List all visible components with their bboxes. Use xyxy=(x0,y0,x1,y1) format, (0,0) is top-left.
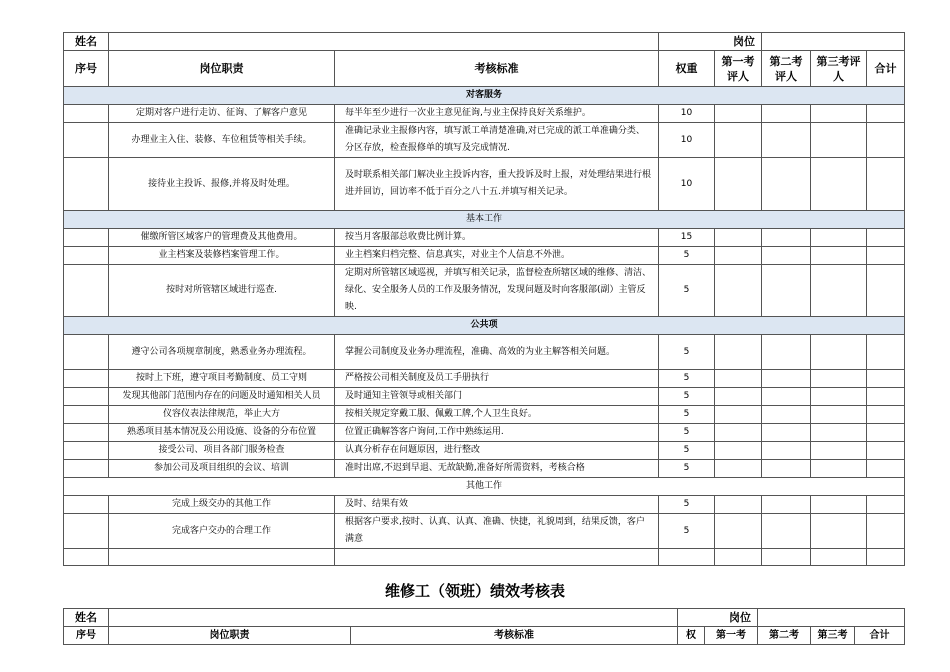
table-row xyxy=(64,123,905,158)
eval2-score-cell[interactable] xyxy=(762,229,811,247)
eval1-score-cell[interactable] xyxy=(715,229,762,247)
eval1-score-cell[interactable] xyxy=(715,424,762,442)
name-label: 姓名 xyxy=(64,33,109,51)
eval2-score-cell[interactable] xyxy=(762,442,811,460)
col-eval2-header: 第二考评人 xyxy=(762,51,811,87)
eval2-score-cell[interactable] xyxy=(762,265,811,317)
section-title: 对客服务 xyxy=(64,87,905,105)
second-name-row xyxy=(64,609,905,627)
weight-cell: 15 xyxy=(659,229,715,247)
section-title: 基本工作 xyxy=(64,211,905,229)
duty-cell: 催缴所管区域客户的管理费及其他费用。 xyxy=(109,229,335,247)
table-row xyxy=(64,442,905,460)
row-no-cell xyxy=(64,158,109,211)
total-score-cell[interactable] xyxy=(867,424,905,442)
weight-cell: 10 xyxy=(659,158,715,211)
section-row xyxy=(64,478,905,496)
weight-cell: 10 xyxy=(659,105,715,123)
weight-cell: 10 xyxy=(659,123,715,158)
row-no-cell xyxy=(64,229,109,247)
eval1-score-cell[interactable] xyxy=(715,496,762,514)
total-score-cell[interactable] xyxy=(867,514,905,549)
eval2-score-cell[interactable] xyxy=(762,460,811,478)
col-weight-header: 权重 xyxy=(659,51,715,87)
eval2-score-cell[interactable] xyxy=(762,514,811,549)
section-title: 其他工作 xyxy=(64,478,905,496)
standard-cell: 准时出席,不迟到早退、无故缺勤,准备好所需资料，考核合格 xyxy=(335,460,659,478)
second-col-duty-header: 岗位职责 xyxy=(109,627,351,645)
col-total-header: 合计 xyxy=(867,51,905,87)
eval3-score-cell[interactable] xyxy=(811,424,867,442)
second-position-label: 岗位 xyxy=(678,609,758,627)
standard-cell: 认真分析存在问题原因，进行整改 xyxy=(335,442,659,460)
assessment-table xyxy=(63,32,905,566)
row-no-cell xyxy=(64,388,109,406)
row-no-cell xyxy=(64,335,109,370)
weight-cell: 5 xyxy=(659,424,715,442)
eval3-score-cell[interactable] xyxy=(811,496,867,514)
total-score-cell[interactable] xyxy=(867,442,905,460)
row-no-cell xyxy=(64,123,109,158)
eval1-score-cell[interactable] xyxy=(715,442,762,460)
eval2-score-cell[interactable] xyxy=(762,335,811,370)
standard-cell: 及时联系相关部门解决业主投诉内容，重大投诉及时上报，对处理结果进行根进并回访，回访率不低于百分之八十五.并填写相关记录。 xyxy=(335,158,659,211)
weight-cell: 5 xyxy=(659,442,715,460)
row-no-cell xyxy=(64,370,109,388)
blank-cell xyxy=(64,549,109,566)
total-score-cell[interactable] xyxy=(867,247,905,265)
row-no-cell xyxy=(64,247,109,265)
standard-cell: 根据客户要求,按时、认真、认真、准确、快捷，礼貌周到，结果反馈，客户满意 xyxy=(335,514,659,549)
eval3-score-cell[interactable] xyxy=(811,229,867,247)
second-assessment-table xyxy=(63,608,905,645)
second-col-eval2-header: 第二考 xyxy=(758,627,811,645)
table-row xyxy=(64,388,905,406)
standard-cell: 准确记录业主报修内容，填写派工单清楚准确,对已完成的派工单准确分类、分区存放，检查报修单的填写及完成情况. xyxy=(335,123,659,158)
row-no-cell xyxy=(64,424,109,442)
section-row xyxy=(64,87,905,105)
eval3-score-cell[interactable] xyxy=(811,460,867,478)
col-eval1-header: 第一考评人 xyxy=(715,51,762,87)
eval1-score-cell[interactable] xyxy=(715,335,762,370)
weight-cell: 5 xyxy=(659,370,715,388)
blank-cell[interactable] xyxy=(811,549,867,566)
table-row xyxy=(64,370,905,388)
eval1-score-cell[interactable] xyxy=(715,247,762,265)
table-row xyxy=(64,265,905,317)
standard-cell: 严格按公司相关制度及员工手册执行 xyxy=(335,370,659,388)
eval3-score-cell[interactable] xyxy=(811,123,867,158)
total-score-cell[interactable] xyxy=(867,370,905,388)
table-row xyxy=(64,424,905,442)
standard-cell: 位置正确解答客户询问,工作中熟练运用. xyxy=(335,424,659,442)
eval2-score-cell[interactable] xyxy=(762,158,811,211)
total-score-cell[interactable] xyxy=(867,460,905,478)
col-eval3-header: 第三考评人 xyxy=(811,51,867,87)
weight-cell: 5 xyxy=(659,265,715,317)
section-title: 公共项 xyxy=(64,317,905,335)
duty-cell: 仪容仪表法律规范，举止大方 xyxy=(109,406,335,424)
eval3-score-cell[interactable] xyxy=(811,406,867,424)
position-value-cell[interactable] xyxy=(762,33,905,51)
blank-cell xyxy=(659,549,715,566)
duty-cell: 接待业主投诉、报修,并将及时处理。 xyxy=(109,158,335,211)
second-col-weight-header: 权 xyxy=(678,627,705,645)
total-score-cell[interactable] xyxy=(867,406,905,424)
table-row xyxy=(64,158,905,211)
total-score-cell[interactable] xyxy=(867,496,905,514)
duty-cell: 遵守公司各项规章制度，熟悉业务办理流程。 xyxy=(109,335,335,370)
second-col-no-header: 序号 xyxy=(64,627,109,645)
second-col-standard-header: 考核标准 xyxy=(351,627,678,645)
eval2-score-cell[interactable] xyxy=(762,496,811,514)
duty-cell: 发现其他部门范围内存在的问题及时通知相关人员 xyxy=(109,388,335,406)
duty-cell: 办理业主入住、装修、车位租赁等相关手续。 xyxy=(109,123,335,158)
eval1-score-cell[interactable] xyxy=(715,105,762,123)
standard-cell: 及时、结果有效 xyxy=(335,496,659,514)
duty-cell: 定期对客户进行走访、征询、了解客户意见 xyxy=(109,105,335,123)
standard-cell: 按相关规定穿戴工服、佩戴工牌,个人卫生良好。 xyxy=(335,406,659,424)
duty-cell: 业主档案及装修档案管理工作。 xyxy=(109,247,335,265)
second-col-eval3-header: 第三考 xyxy=(811,627,855,645)
weight-cell: 5 xyxy=(659,514,715,549)
duty-cell: 熟悉项目基本情况及公用设施、设备的分布位置 xyxy=(109,424,335,442)
eval2-score-cell[interactable] xyxy=(762,406,811,424)
second-col-eval1-header: 第一考 xyxy=(705,627,758,645)
eval2-score-cell[interactable] xyxy=(762,424,811,442)
row-no-cell xyxy=(64,406,109,424)
weight-cell: 5 xyxy=(659,496,715,514)
table-row xyxy=(64,460,905,478)
standard-cell: 定期对所管辖区域巡视，并填写相关记录，监督检查所辖区域的维修、清洁、绿化、安全服务人员的工作及服务情况，发现问题及时向客服部(副）主管反映. xyxy=(335,265,659,317)
table-row xyxy=(64,247,905,265)
eval3-score-cell[interactable] xyxy=(811,105,867,123)
table-row xyxy=(64,496,905,514)
col-duty-header: 岗位职责 xyxy=(109,51,335,87)
standard-cell: 业主档案归档完整、信息真实，对业主个人信息不外泄。 xyxy=(335,247,659,265)
second-col-total-header: 合计 xyxy=(855,627,905,645)
eval1-score-cell[interactable] xyxy=(715,123,762,158)
second-name-label: 姓名 xyxy=(64,609,109,627)
blank-cell[interactable] xyxy=(715,549,762,566)
section-row xyxy=(64,317,905,335)
eval1-score-cell[interactable] xyxy=(715,158,762,211)
eval1-score-cell[interactable] xyxy=(715,265,762,317)
weight-cell: 5 xyxy=(659,335,715,370)
blank-cell[interactable] xyxy=(762,549,811,566)
weight-cell: 5 xyxy=(659,406,715,424)
eval1-score-cell[interactable] xyxy=(715,406,762,424)
col-no-header: 序号 xyxy=(64,51,109,87)
table-row xyxy=(64,406,905,424)
duty-cell: 接受公司、项目各部门服务检查 xyxy=(109,442,335,460)
blank-row xyxy=(64,549,905,566)
duty-cell: 完成客户交办的合理工作 xyxy=(109,514,335,549)
total-score-cell[interactable] xyxy=(867,105,905,123)
total-score-cell[interactable] xyxy=(867,388,905,406)
row-no-cell xyxy=(64,514,109,549)
header-row xyxy=(64,51,905,87)
standard-cell: 每半年至少进行一次业主意见征询,与业主保持良好关系维护。 xyxy=(335,105,659,123)
standard-cell: 按当月客服部总收费比例计算。 xyxy=(335,229,659,247)
position-label: 岗位 xyxy=(659,33,762,51)
second-header-row xyxy=(64,627,905,645)
eval3-score-cell[interactable] xyxy=(811,388,867,406)
duty-cell: 参加公司及项目组织的会议、培训 xyxy=(109,460,335,478)
eval2-score-cell[interactable] xyxy=(762,123,811,158)
duty-cell: 按时上下班，遵守项目考勤制度、员工守则 xyxy=(109,370,335,388)
table-row xyxy=(64,229,905,247)
row-no-cell xyxy=(64,460,109,478)
total-score-cell[interactable] xyxy=(867,229,905,247)
total-score-cell[interactable] xyxy=(867,265,905,317)
duty-cell: 完成上级交办的其他工作 xyxy=(109,496,335,514)
eval3-score-cell[interactable] xyxy=(811,514,867,549)
total-score-cell[interactable] xyxy=(867,335,905,370)
eval3-score-cell[interactable] xyxy=(811,370,867,388)
weight-cell: 5 xyxy=(659,388,715,406)
blank-cell xyxy=(109,549,335,566)
eval3-score-cell[interactable] xyxy=(811,247,867,265)
row-no-cell xyxy=(64,442,109,460)
total-score-cell[interactable] xyxy=(867,158,905,211)
eval3-score-cell[interactable] xyxy=(811,335,867,370)
section-row xyxy=(64,211,905,229)
row-no-cell xyxy=(64,105,109,123)
blank-cell[interactable] xyxy=(867,549,905,566)
eval3-score-cell[interactable] xyxy=(811,442,867,460)
second-position-value-cell[interactable] xyxy=(758,609,905,627)
eval3-score-cell[interactable] xyxy=(811,158,867,211)
name-row xyxy=(64,33,905,51)
eval1-score-cell[interactable] xyxy=(715,388,762,406)
eval3-score-cell[interactable] xyxy=(811,265,867,317)
weight-cell: 5 xyxy=(659,460,715,478)
standard-cell: 掌握公司制度及业务办理流程，准确、高效的为业主解答相关问题。 xyxy=(335,335,659,370)
table-row xyxy=(64,105,905,123)
duty-cell: 按时对所管辖区域进行巡查. xyxy=(109,265,335,317)
table-row xyxy=(64,335,905,370)
assessment-table-body xyxy=(64,33,905,566)
weight-cell: 5 xyxy=(659,247,715,265)
eval1-score-cell[interactable] xyxy=(715,370,762,388)
second-name-value-cell[interactable] xyxy=(109,609,678,627)
eval1-score-cell[interactable] xyxy=(715,514,762,549)
name-value-cell[interactable] xyxy=(109,33,659,51)
table-row xyxy=(64,514,905,549)
total-score-cell[interactable] xyxy=(867,123,905,158)
blank-cell xyxy=(335,549,659,566)
col-standard-header: 考核标准 xyxy=(335,51,659,87)
second-table-title: 维修工（领班）绩效考核表 xyxy=(384,582,565,600)
row-no-cell xyxy=(64,265,109,317)
eval2-score-cell[interactable] xyxy=(762,105,811,123)
standard-cell: 及时通知主管领导或相关部门 xyxy=(335,388,659,406)
eval2-score-cell[interactable] xyxy=(762,370,811,388)
eval2-score-cell[interactable] xyxy=(762,388,811,406)
eval2-score-cell[interactable] xyxy=(762,247,811,265)
eval1-score-cell[interactable] xyxy=(715,460,762,478)
row-no-cell xyxy=(64,496,109,514)
